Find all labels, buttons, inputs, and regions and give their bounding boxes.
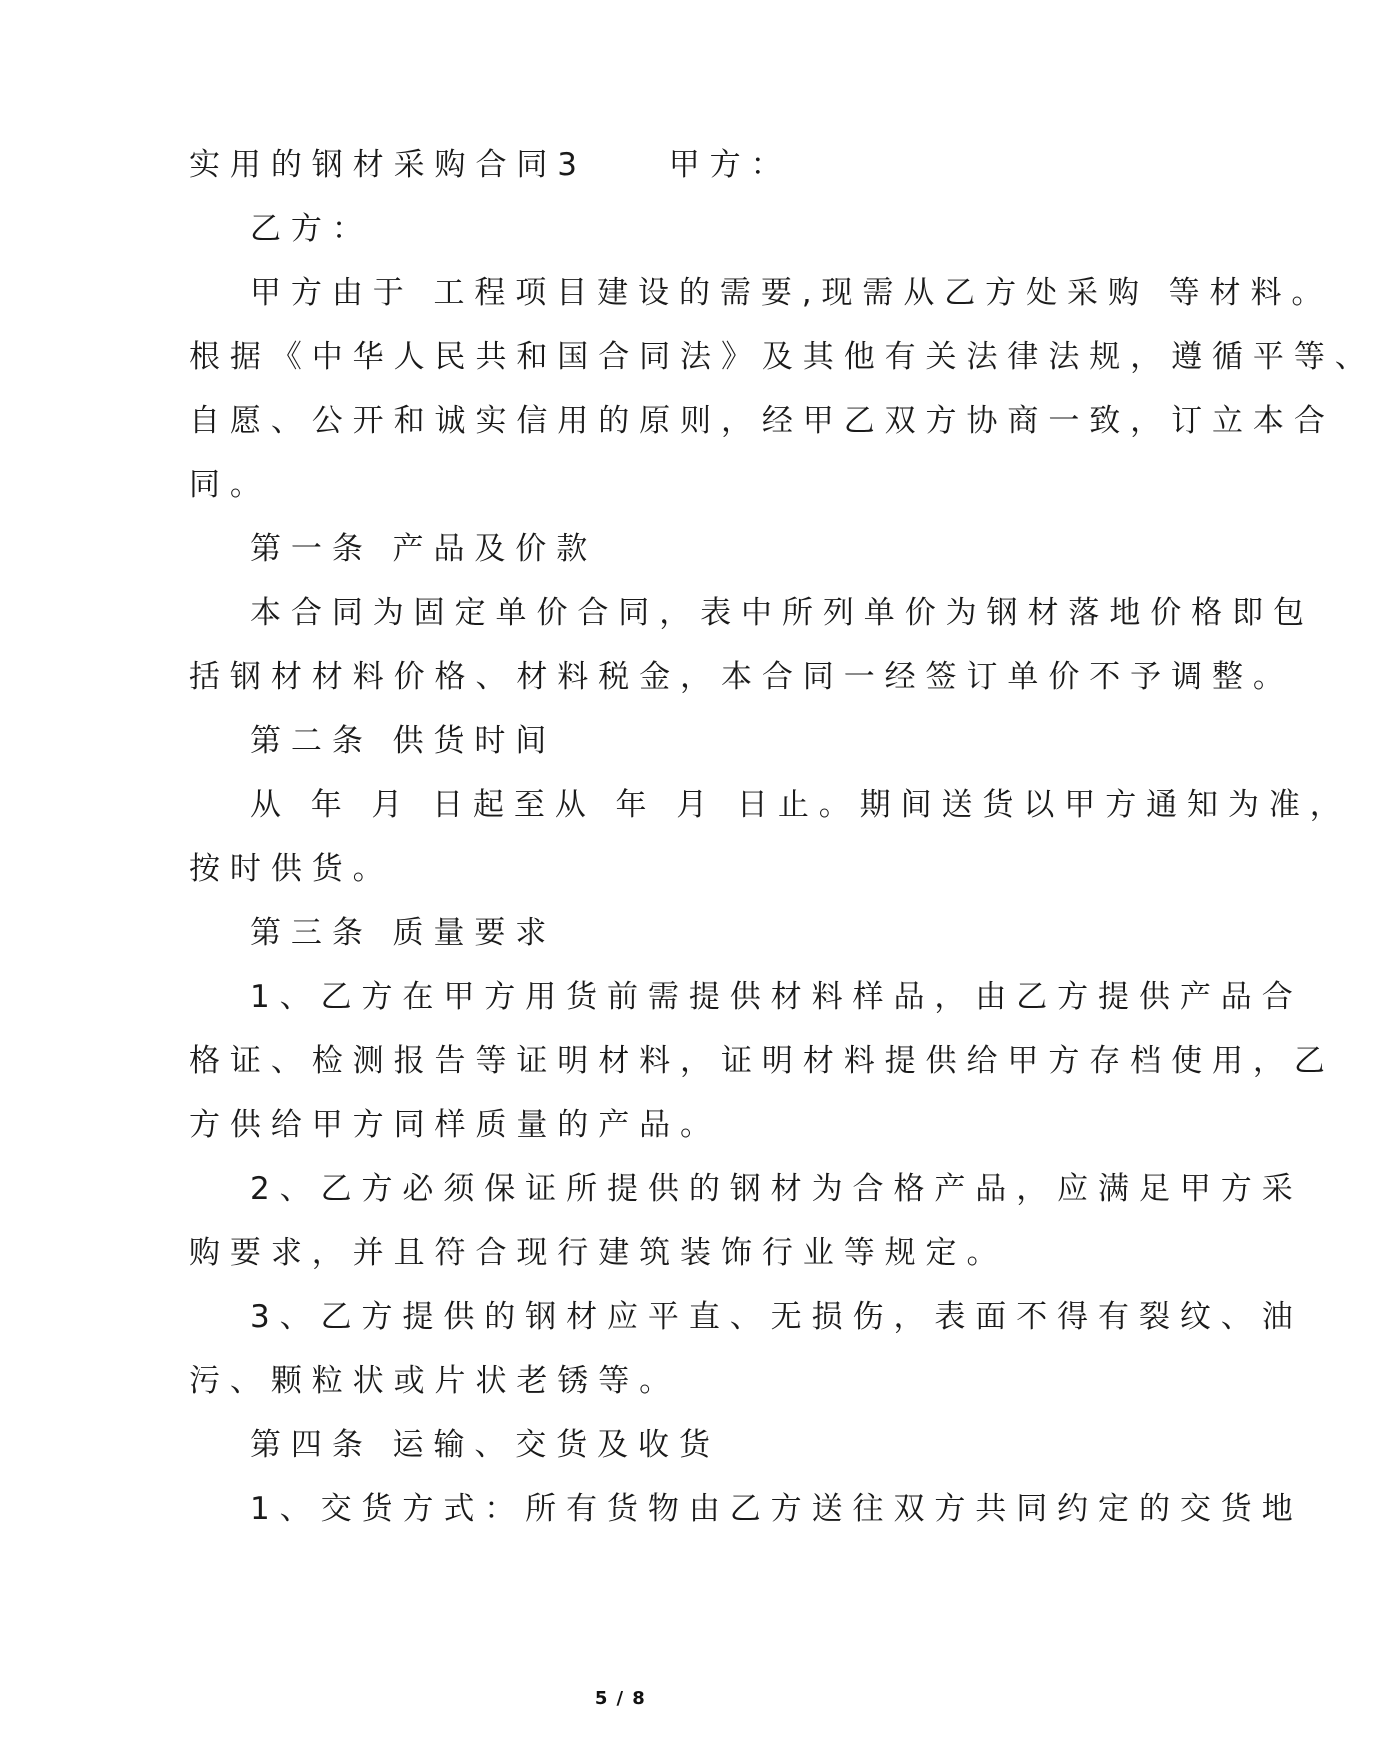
- body-line: 1、乙方在甲方用货前需提供材料样品，由乙方提供产品合: [250, 979, 1303, 1015]
- body-line: 方供给甲方同样质量的产品。: [189, 1107, 721, 1143]
- body-line: 根据《中华人民共和国合同法》及其他有关法律法规，遵循平等、: [189, 339, 1376, 375]
- body-line: 从 年 月 日起至从 年 月 日止。期间送货以甲方通知为准，: [250, 787, 1351, 823]
- title-line: 实用的钢材采购合同3 甲方：: [189, 147, 792, 183]
- section-heading: 第四条 运输、交货及收货: [250, 1427, 720, 1463]
- body-line: 本合同为固定单价合同，表中所列单价为钢材落地价格即包: [250, 595, 1314, 631]
- section-heading: 第三条 质量要求: [250, 915, 557, 951]
- body-line: 3、乙方提供的钢材应平直、无损伤，表面不得有裂纹、油: [250, 1299, 1303, 1335]
- body-line: 括钢材材料价格、材料税金，本合同一经签订单价不予调整。: [189, 659, 1294, 695]
- body-line: 2、乙方必须保证所提供的钢材为合格产品，应满足甲方采: [250, 1171, 1303, 1207]
- body-line: 同。: [189, 467, 271, 503]
- body-line: 自愿、公开和诚实信用的原则，经甲乙双方协商一致，订立本合: [189, 403, 1335, 439]
- section-heading: 第二条 供货时间: [250, 723, 557, 759]
- party-b-line: 乙方：: [250, 211, 373, 247]
- body-line: 按时供货。: [189, 851, 394, 887]
- body-line: 格证、检测报告等证明材料，证明材料提供给甲方存档使用，乙: [189, 1043, 1335, 1079]
- section-heading: 第一条 产品及价款: [250, 531, 598, 567]
- body-line: 污、颗粒状或片状老锈等。: [189, 1363, 681, 1399]
- body-line: 甲方由于 工程项目建设的需要,现需从乙方处采购 等材料。: [250, 275, 1333, 311]
- page-number: 5 / 8: [594, 1688, 647, 1709]
- body-line: 1、交货方式：所有货物由乙方送往双方共同约定的交货地: [250, 1491, 1303, 1527]
- body-line: 购要求，并且符合现行建筑装饰行业等规定。: [189, 1235, 1008, 1271]
